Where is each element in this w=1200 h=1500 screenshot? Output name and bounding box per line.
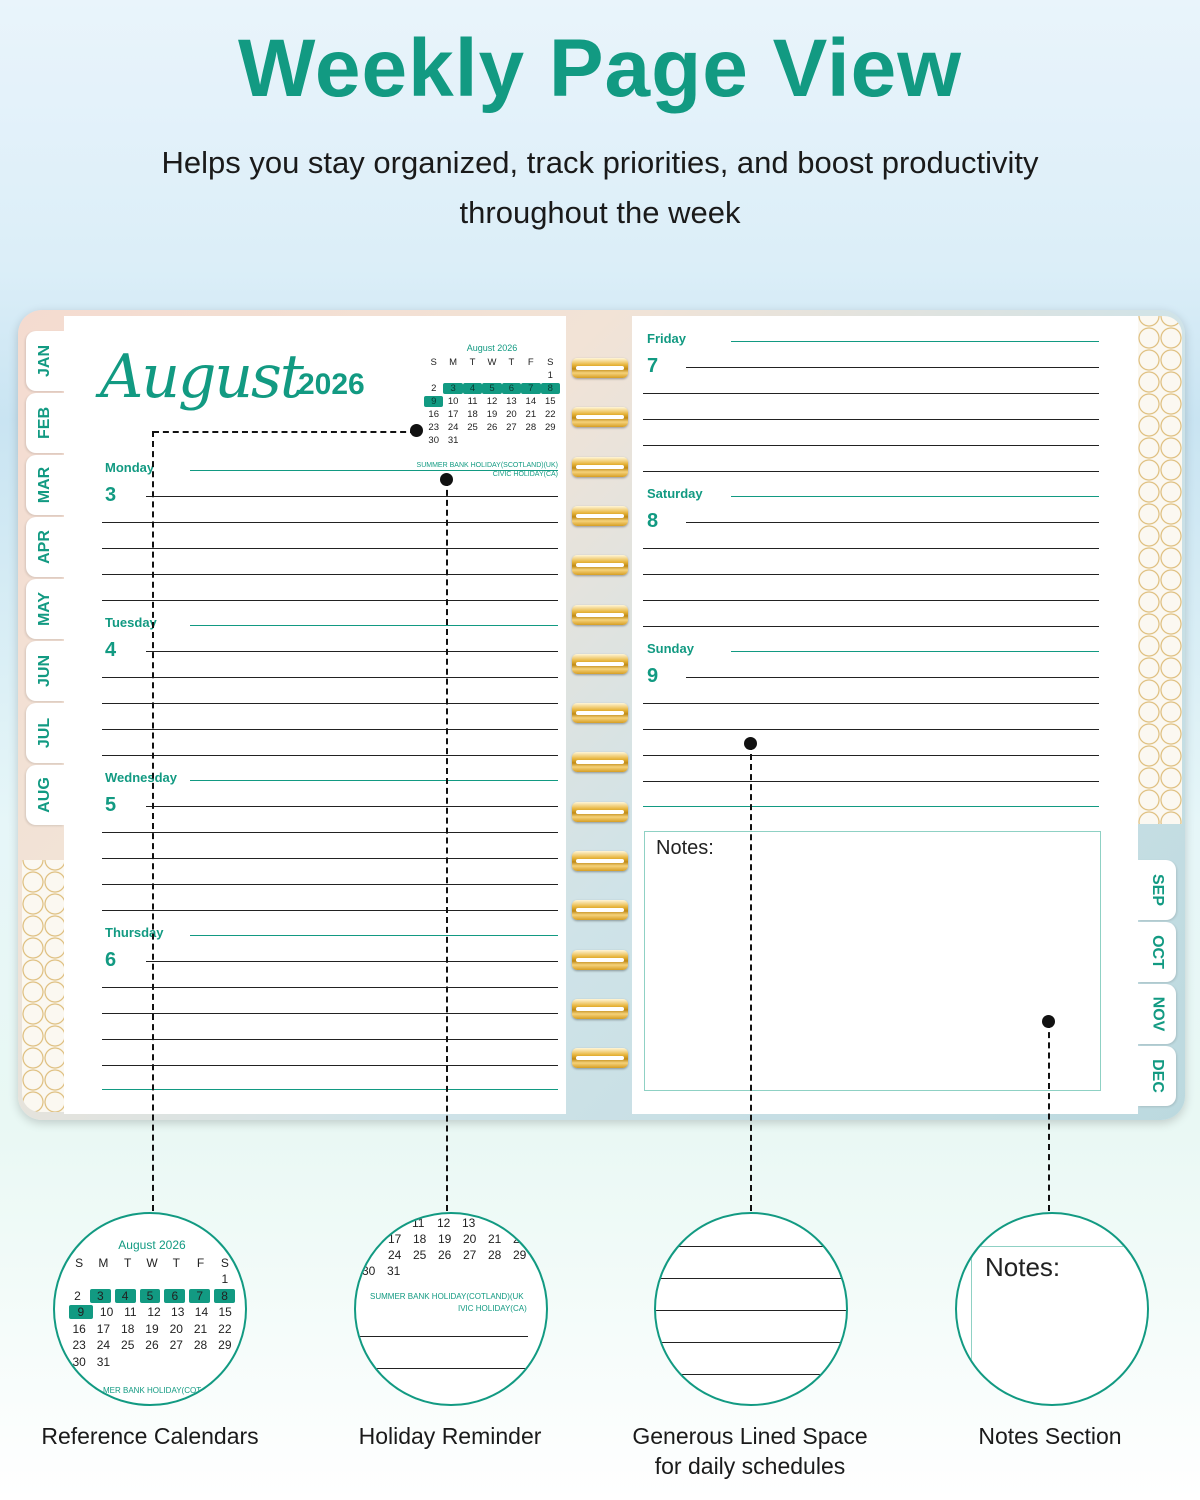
mini-calendar-day: 11 — [467, 396, 478, 407]
weekday-label: S — [547, 357, 554, 368]
feature-label-lined-space-line2: for daily schedules — [654, 1453, 846, 1479]
mini-calendar-day: 14 — [525, 396, 537, 407]
writing-line[interactable] — [102, 858, 558, 859]
page-bottom-rule — [102, 1089, 558, 1090]
zoom-holiday-day: 12 — [437, 1216, 451, 1230]
zoom-day: 18 — [121, 1321, 135, 1336]
writing-line[interactable] — [643, 445, 1099, 446]
zoom-day: 17 — [96, 1321, 111, 1336]
zoom-day: 25 — [121, 1338, 135, 1353]
month-tab-dec[interactable] — [1138, 1046, 1176, 1106]
mini-calendar-day: 20 — [506, 409, 517, 420]
section-bottom-rule — [643, 806, 1099, 807]
writing-line[interactable] — [102, 755, 558, 756]
binding-ring — [572, 950, 628, 970]
zoom-day: 29 — [218, 1338, 232, 1353]
mini-calendar-day: 17 — [447, 409, 459, 420]
month-tab-sep[interactable] — [1138, 860, 1176, 920]
mini-calendar-day: 12 — [486, 396, 498, 407]
binding-ring — [572, 1048, 628, 1068]
zoom-day: 27 — [169, 1338, 183, 1353]
mini-calendar-day: 22 — [544, 409, 556, 420]
mini-calendar-day: 27 — [506, 422, 517, 433]
zoom-day: 11 — [124, 1305, 137, 1320]
zoom-day: 1 — [221, 1272, 229, 1287]
zoom-calendar-footer: MER BANK HOLIDAY(COT — [103, 1386, 202, 1395]
zoom-day: 15 — [218, 1305, 232, 1320]
binding-ring — [572, 457, 628, 477]
zoom-day: 26 — [145, 1338, 159, 1353]
holiday-note-1: SUMMER BANK HOLIDAY(SCOTLAND)(UK) — [416, 462, 558, 469]
writing-line[interactable] — [146, 496, 558, 497]
writing-line[interactable] — [102, 574, 558, 575]
writing-line[interactable] — [643, 419, 1099, 420]
callout-line-notes — [1048, 1022, 1050, 1211]
zoom-day: 10 — [99, 1305, 114, 1320]
day-title-rule — [731, 341, 1099, 342]
writing-line[interactable] — [146, 651, 558, 652]
zoom-holiday-day: 28 — [488, 1248, 502, 1262]
zoom-notes-label: Notes: — [985, 1252, 1061, 1282]
zoom-holiday-day: 20 — [463, 1232, 477, 1246]
mini-calendar-day: 18 — [467, 409, 478, 420]
writing-line[interactable] — [102, 522, 558, 523]
lace-pattern-right — [1138, 316, 1182, 824]
day-date-6: 6 — [105, 949, 117, 971]
month-tab-label: JAN — [35, 344, 53, 378]
callout-line-calendar-v — [152, 431, 154, 1211]
writing-line[interactable] — [643, 781, 1099, 782]
writing-line[interactable] — [146, 961, 558, 962]
mini-calendar-title: August 2026 — [466, 343, 518, 353]
month-tab-nov[interactable] — [1138, 984, 1176, 1044]
zoom-day: 16 — [72, 1321, 86, 1336]
month-tab-jun[interactable] — [26, 641, 64, 701]
mini-calendar-day: 3 — [443, 383, 462, 394]
month-tab-label: APR — [36, 530, 53, 564]
month-tab-aug[interactable] — [26, 765, 64, 825]
binding-ring — [572, 654, 628, 674]
zoom-day: 8 — [214, 1289, 235, 1303]
holiday-note-2: CIVIC HOLIDAY(CA) — [492, 471, 558, 478]
zoom-week — [67, 1304, 237, 1321]
zoom-day: 24 — [96, 1338, 111, 1353]
writing-line[interactable] — [102, 548, 558, 549]
month-tab-label: SEP — [1148, 873, 1166, 907]
mini-calendar-day: 2 — [431, 383, 437, 394]
writing-line[interactable] — [102, 1013, 558, 1014]
callout-dot-holiday — [440, 473, 453, 486]
binding-ring — [572, 999, 628, 1019]
weekday-label: S — [220, 1255, 229, 1270]
zoom-day: 20 — [169, 1321, 183, 1336]
feature-label-holiday: Holiday Reminder — [358, 1423, 542, 1449]
notes-label: Notes: — [656, 837, 714, 859]
mini-calendar-day: 25 — [467, 422, 478, 433]
zoom-holiday-day: 24 — [388, 1248, 402, 1262]
reference-mini-calendar — [424, 343, 560, 447]
writing-line[interactable] — [102, 677, 558, 678]
mini-calendar-day: 15 — [544, 396, 556, 407]
zoom-holiday-line1: SUMMER BANK HOLIDAY(COTLAND)(UK — [370, 1292, 524, 1301]
zoom-day: 30 — [72, 1354, 86, 1369]
weekday-label: M — [449, 357, 458, 368]
zoom-holiday-day: 25 — [413, 1248, 427, 1262]
callout-line-holiday — [446, 480, 448, 1211]
month-tab-jul[interactable] — [26, 703, 64, 763]
binding-ring — [572, 555, 628, 575]
weekday-label: T — [469, 357, 476, 368]
year-heading: 2026 — [298, 368, 365, 401]
callout-dot-lines — [744, 737, 757, 750]
zoom-day: 5 — [140, 1289, 161, 1303]
mini-calendar-day: 31 — [447, 435, 459, 446]
zoom-calendar-title: August 2026 — [118, 1238, 186, 1252]
zoom-day: 21 — [193, 1321, 208, 1336]
zoom-holiday-day: 18 — [413, 1232, 427, 1246]
zoom-day: 19 — [145, 1321, 159, 1336]
zoom-week — [67, 1321, 237, 1338]
lace-pattern-left — [22, 860, 64, 1112]
day-title-rule — [190, 780, 558, 781]
feature-label-lined-space-line1: Generous Lined Space — [632, 1423, 868, 1449]
mini-calendar-day: 5 — [482, 383, 501, 394]
writing-line[interactable] — [146, 806, 558, 807]
zoom-day: 12 — [147, 1305, 161, 1320]
zoom-holiday-day: 22 — [513, 1232, 527, 1246]
mini-calendar-day: 8 — [541, 383, 560, 394]
zoom-circle-holiday — [354, 1212, 548, 1406]
day-name-saturday: Saturday — [647, 486, 703, 501]
zoom-day: 4 — [115, 1289, 136, 1303]
binding-ring — [572, 752, 628, 772]
zoom-holiday-day: 17 — [388, 1232, 402, 1246]
mini-calendar-day: 28 — [525, 422, 537, 433]
feature-label-notes: Notes Section — [978, 1423, 1122, 1449]
day-name-wednesday: Wednesday — [105, 770, 178, 785]
subtitle-line-2: throughout the week — [459, 195, 741, 230]
callout-line-lines — [750, 744, 752, 1211]
mini-calendar-day: 6 — [502, 383, 521, 394]
month-tab-label: MAR — [36, 466, 53, 504]
mini-calendar-week — [424, 395, 560, 408]
mini-calendar-day: 19 — [486, 409, 498, 420]
writing-line[interactable] — [102, 600, 558, 601]
month-tab-mar[interactable] — [26, 455, 64, 515]
mini-calendar-week — [424, 369, 560, 382]
zoom-holiday-day: 29 — [513, 1248, 527, 1262]
weekday-label: M — [98, 1255, 109, 1270]
zoom-holiday-line2: IVIC HOLIDAY(CA) — [458, 1304, 527, 1313]
writing-line[interactable] — [643, 755, 1099, 756]
writing-line[interactable] — [686, 522, 1099, 523]
zoom-weekdays — [67, 1254, 237, 1271]
writing-line[interactable] — [643, 471, 1099, 472]
notes-box[interactable] — [644, 831, 1101, 1091]
zoom-holiday-day: 11 — [412, 1216, 425, 1230]
mini-calendar-day: 21 — [525, 409, 537, 420]
mini-calendar-day: 9 — [424, 396, 443, 407]
mini-calendar-day: 10 — [447, 396, 459, 407]
mini-calendar-day: 23 — [428, 422, 439, 433]
callout-line-calendar-h — [153, 431, 416, 433]
writing-line[interactable] — [643, 574, 1099, 575]
mini-calendar-day: 16 — [428, 409, 439, 420]
zoom-holiday-day: 21 — [488, 1232, 502, 1246]
writing-line[interactable] — [102, 884, 558, 885]
writing-line[interactable] — [102, 1065, 558, 1066]
day-title-rule — [731, 496, 1099, 497]
callout-dot-calendar — [410, 424, 423, 437]
mini-calendar-day: 24 — [447, 422, 459, 433]
writing-line[interactable] — [102, 832, 558, 833]
writing-line[interactable] — [102, 703, 558, 704]
writing-line[interactable] — [643, 600, 1099, 601]
page-subtitle — [100, 138, 1100, 238]
zoom-day: 14 — [194, 1305, 209, 1320]
binding-ring — [572, 605, 628, 625]
zoom-holiday-day: 26 — [438, 1248, 452, 1262]
zoom-day: 9 — [69, 1305, 93, 1319]
subtitle-line-1: Helps you stay organized, track priorities, and boost productivity — [161, 145, 1039, 180]
weekday-label: T — [124, 1255, 132, 1270]
month-tab-label: FEB — [36, 407, 53, 439]
mini-calendar-weekdays — [424, 356, 560, 369]
month-tab-label: NOV — [1148, 996, 1166, 1032]
zoom-day: 31 — [96, 1354, 111, 1369]
binding-ring — [572, 506, 628, 526]
day-title-rule — [731, 651, 1099, 652]
mini-calendar-day: 26 — [486, 422, 498, 433]
mini-calendar-week — [424, 382, 560, 395]
zoom-holiday-day: 13 — [462, 1216, 476, 1230]
zoom-day: 7 — [189, 1289, 210, 1303]
zoom-writing-line — [356, 1336, 528, 1337]
binding-ring — [572, 358, 628, 378]
month-tab-label: JUL — [35, 717, 53, 749]
day-title-rule — [190, 935, 558, 936]
month-tab-label: JUN — [35, 654, 53, 688]
day-title-rule — [190, 470, 558, 471]
zoom-week — [67, 1337, 237, 1354]
day-name-sunday: Sunday — [647, 641, 694, 656]
binding-ring — [572, 802, 628, 822]
month-tab-jan[interactable] — [26, 331, 64, 391]
writing-line[interactable] — [643, 729, 1099, 730]
day-name-thursday: Thursday — [105, 925, 164, 940]
callout-dot-notes — [1042, 1015, 1055, 1028]
zoom-day: 13 — [171, 1305, 185, 1320]
weekday-label: S — [75, 1255, 84, 1270]
month-tab-label: AUG — [36, 777, 53, 813]
writing-line[interactable] — [102, 1039, 558, 1040]
weekday-label: W — [146, 1255, 158, 1270]
mini-calendar-day: 30 — [428, 435, 439, 446]
weekday-label: T — [172, 1255, 180, 1270]
day-name-monday: Monday — [105, 460, 155, 475]
weekday-label: T — [508, 357, 515, 368]
day-date-4: 4 — [105, 639, 117, 661]
zoom-day: 23 — [72, 1338, 86, 1353]
page-title: Weekly Page View — [237, 23, 963, 114]
month-tab-feb[interactable] — [26, 393, 64, 453]
writing-line[interactable] — [102, 910, 558, 911]
zoom-day: 3 — [90, 1289, 111, 1303]
mini-calendar-week — [424, 421, 560, 434]
day-name-friday: Friday — [647, 331, 687, 346]
day-date-5: 5 — [105, 794, 117, 816]
weekday-label: F — [527, 357, 534, 368]
day-date-7: 7 — [647, 355, 659, 377]
zoom-day: 22 — [218, 1321, 232, 1336]
mini-calendar-week — [424, 434, 560, 447]
mini-calendar-day: 13 — [506, 396, 517, 407]
writing-line[interactable] — [686, 677, 1099, 678]
writing-line[interactable] — [643, 548, 1099, 549]
zoom-holiday-day: 27 — [463, 1248, 477, 1262]
mini-calendar-day: 7 — [521, 383, 540, 394]
month-tab-may[interactable] — [26, 579, 64, 639]
mini-calendar-week — [424, 408, 560, 421]
month-tab-apr[interactable] — [26, 517, 64, 577]
weekday-label: F — [196, 1255, 205, 1270]
zoom-holiday-day: 19 — [438, 1232, 452, 1246]
zoom-week — [67, 1288, 237, 1305]
zoom-circle-notes — [955, 1212, 1149, 1406]
binding-ring — [572, 407, 628, 427]
feature-label-lined-space — [590, 1421, 910, 1481]
feature-label-calendars: Reference Calendars — [41, 1423, 259, 1449]
month-tab-oct[interactable] — [1138, 922, 1176, 982]
zoom-day: 6 — [164, 1289, 185, 1303]
writing-line[interactable] — [102, 987, 558, 988]
mini-calendar-day: 29 — [544, 422, 556, 433]
zoom-circle-lines — [654, 1212, 848, 1406]
month-tab-label: MAY — [36, 591, 53, 627]
zoom-circle-calendar — [53, 1212, 247, 1406]
writing-line[interactable] — [643, 703, 1099, 704]
month-heading: August — [100, 342, 302, 412]
writing-line[interactable] — [643, 626, 1099, 627]
weekday-label: S — [430, 357, 437, 368]
zoom-week — [67, 1354, 237, 1371]
zoom-holiday-day: 30 — [362, 1264, 376, 1278]
mini-calendar-day: 4 — [463, 383, 482, 394]
writing-line[interactable] — [643, 393, 1099, 394]
day-date-9: 9 — [647, 665, 659, 687]
zoom-day: 28 — [193, 1338, 208, 1353]
binding-ring — [572, 900, 628, 920]
writing-line[interactable] — [102, 729, 558, 730]
day-title-rule — [190, 625, 558, 626]
zoom-day: 2 — [74, 1288, 81, 1303]
day-name-tuesday: Tuesday — [105, 615, 157, 630]
binding-ring — [572, 703, 628, 723]
mini-calendar-day: 1 — [547, 370, 553, 381]
writing-line[interactable] — [686, 367, 1099, 368]
weekday-label: W — [487, 357, 497, 368]
zoom-holiday-day: 31 — [387, 1264, 401, 1278]
month-tab-label: DEC — [1149, 1059, 1166, 1093]
day-date-8: 8 — [647, 510, 659, 532]
month-tab-label: OCT — [1149, 935, 1166, 969]
zoom-week — [67, 1271, 237, 1288]
binding-ring — [572, 851, 628, 871]
day-date-3: 3 — [105, 484, 117, 506]
zoom-writing-line — [356, 1368, 546, 1369]
